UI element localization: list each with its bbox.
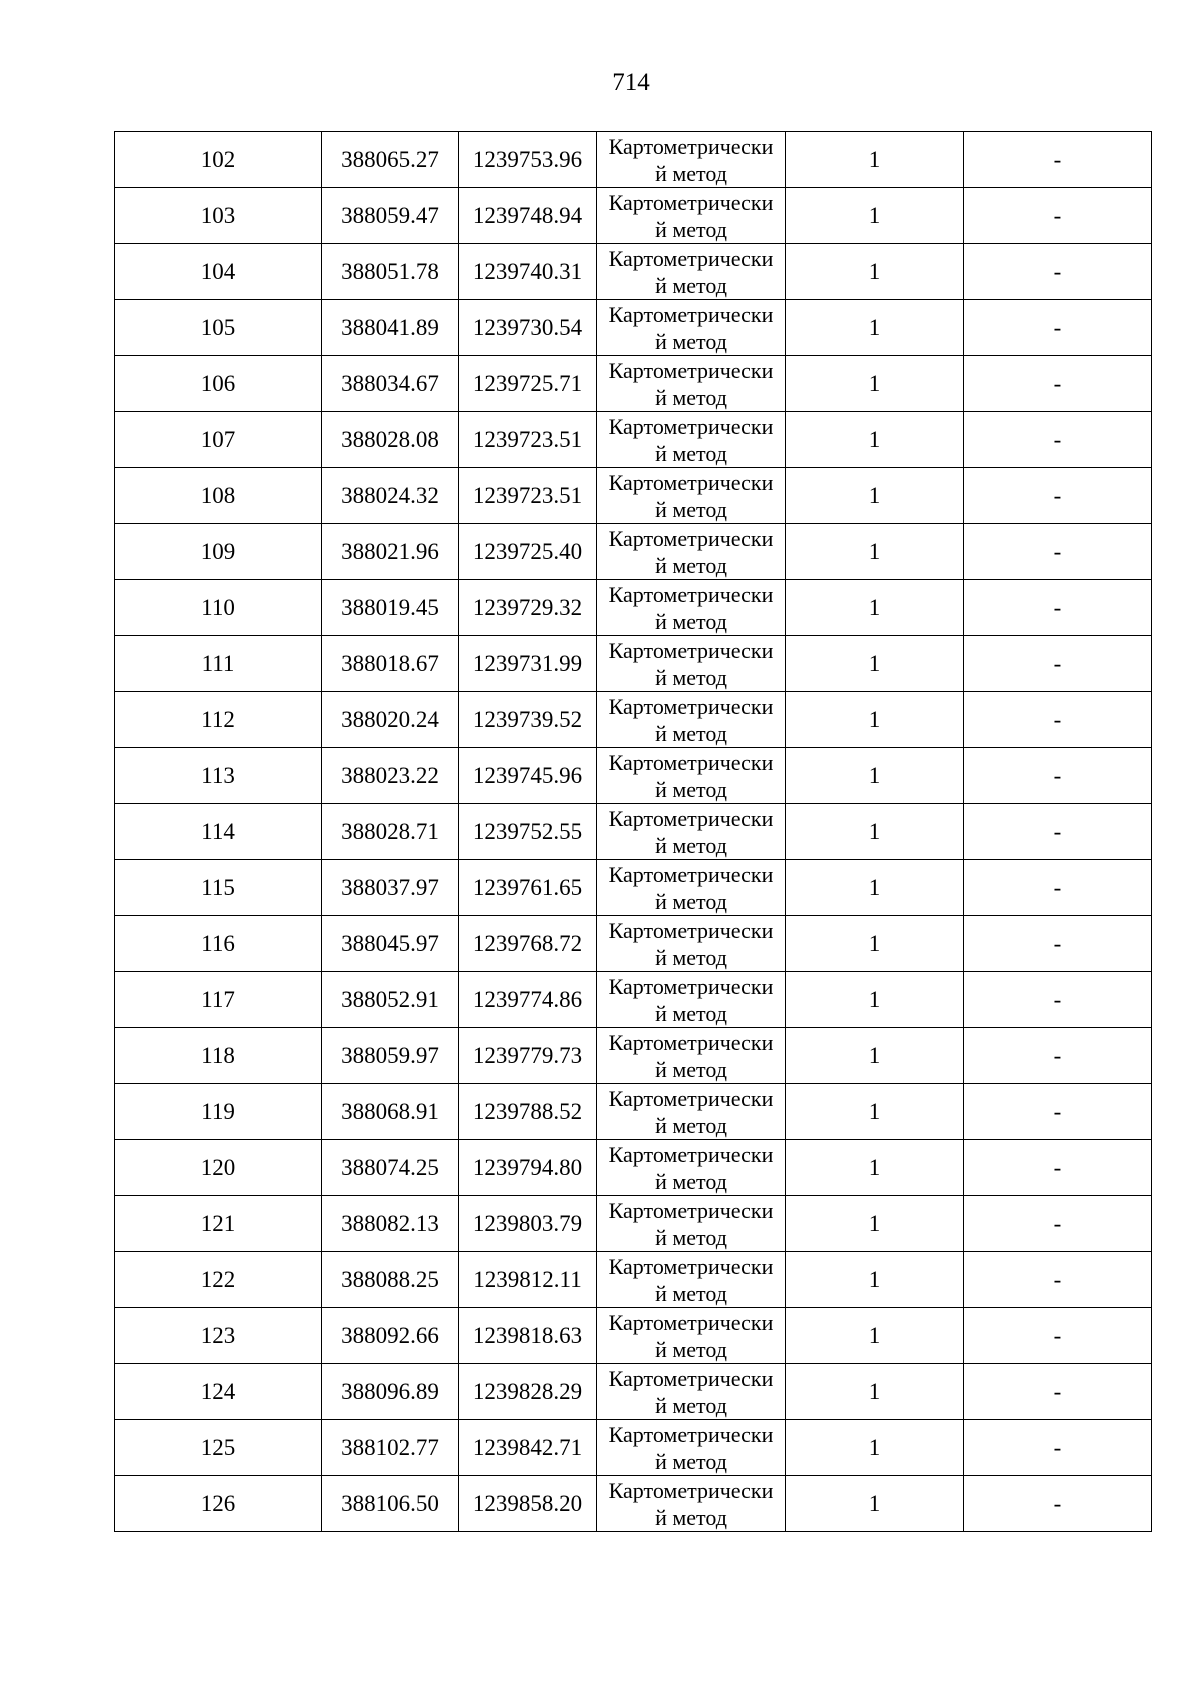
table-row xyxy=(115,1476,1152,1532)
note-cell: - xyxy=(964,916,1152,972)
note-cell: - xyxy=(964,1140,1152,1196)
method-text: Картометрически xyxy=(608,190,774,215)
method-text: Картометрически xyxy=(608,1086,774,1111)
point-number-cell: 114 xyxy=(115,804,322,860)
table-row xyxy=(115,860,1152,916)
x-coordinate-cell: 388102.77 xyxy=(322,1420,459,1476)
table-row xyxy=(115,636,1152,692)
x-coordinate-cell: 388020.24 xyxy=(322,692,459,748)
x-coordinate-cell: 388021.96 xyxy=(322,524,459,580)
method-text: й метод xyxy=(655,161,727,186)
method-cell xyxy=(597,356,786,412)
point-number-cell: 111 xyxy=(115,636,322,692)
table-row xyxy=(115,1196,1152,1252)
method-text: й метод xyxy=(655,217,727,242)
method-text: й метод xyxy=(655,1505,727,1530)
note-cell: - xyxy=(964,1476,1152,1532)
point-number-cell: 103 xyxy=(115,188,322,244)
table-row xyxy=(115,580,1152,636)
x-coordinate-cell: 388041.89 xyxy=(322,300,459,356)
accuracy-cell: 1 xyxy=(786,1252,964,1308)
note-cell: - xyxy=(964,636,1152,692)
table-body xyxy=(115,132,1152,1532)
point-number-cell: 107 xyxy=(115,412,322,468)
method-text: Картометрически xyxy=(608,358,774,383)
page-number: 714 xyxy=(612,69,650,96)
table-row xyxy=(115,748,1152,804)
method-text: Картометрически xyxy=(608,1422,774,1447)
method-text: Картометрически xyxy=(608,1310,774,1335)
x-coordinate-cell: 388092.66 xyxy=(322,1308,459,1364)
method-cell xyxy=(597,132,786,188)
table-row xyxy=(115,804,1152,860)
point-number-cell: 117 xyxy=(115,972,322,1028)
point-number-cell: 102 xyxy=(115,132,322,188)
table-row xyxy=(115,244,1152,300)
method-text: Картометрически xyxy=(608,134,774,159)
accuracy-cell: 1 xyxy=(786,972,964,1028)
note-cell: - xyxy=(964,244,1152,300)
method-text: Картометрически xyxy=(608,470,774,495)
point-number-cell: 106 xyxy=(115,356,322,412)
note-cell: - xyxy=(964,188,1152,244)
y-coordinate-cell: 1239730.54 xyxy=(459,300,597,356)
table-row xyxy=(115,1084,1152,1140)
point-number-cell: 105 xyxy=(115,300,322,356)
y-coordinate-cell: 1239725.71 xyxy=(459,356,597,412)
table-row xyxy=(115,412,1152,468)
y-coordinate-cell: 1239753.96 xyxy=(459,132,597,188)
x-coordinate-cell: 388034.67 xyxy=(322,356,459,412)
note-cell: - xyxy=(964,1028,1152,1084)
point-number-cell: 118 xyxy=(115,1028,322,1084)
accuracy-cell: 1 xyxy=(786,1028,964,1084)
accuracy-cell: 1 xyxy=(786,1420,964,1476)
method-text: й метод xyxy=(655,1281,727,1306)
method-cell xyxy=(597,804,786,860)
method-text: й метод xyxy=(655,385,727,410)
y-coordinate-cell: 1239803.79 xyxy=(459,1196,597,1252)
y-coordinate-cell: 1239740.31 xyxy=(459,244,597,300)
y-coordinate-cell: 1239828.29 xyxy=(459,1364,597,1420)
point-number-cell: 119 xyxy=(115,1084,322,1140)
x-coordinate-cell: 388082.13 xyxy=(322,1196,459,1252)
point-number-cell: 104 xyxy=(115,244,322,300)
point-number-cell: 125 xyxy=(115,1420,322,1476)
method-text: й метод xyxy=(655,1057,727,1082)
point-number-cell: 122 xyxy=(115,1252,322,1308)
x-coordinate-cell: 388074.25 xyxy=(322,1140,459,1196)
accuracy-cell: 1 xyxy=(786,916,964,972)
point-number-cell: 115 xyxy=(115,860,322,916)
method-cell xyxy=(597,412,786,468)
method-text: й метод xyxy=(655,721,727,746)
table-row xyxy=(115,916,1152,972)
method-cell xyxy=(597,300,786,356)
method-cell xyxy=(597,636,786,692)
method-cell xyxy=(597,188,786,244)
x-coordinate-cell: 388051.78 xyxy=(322,244,459,300)
x-coordinate-cell: 388019.45 xyxy=(322,580,459,636)
x-coordinate-cell: 388068.91 xyxy=(322,1084,459,1140)
note-cell: - xyxy=(964,692,1152,748)
point-number-cell: 123 xyxy=(115,1308,322,1364)
method-text: Картометрически xyxy=(608,1142,774,1167)
method-text: й метод xyxy=(655,1225,727,1250)
method-cell xyxy=(597,1028,786,1084)
table-row xyxy=(115,1420,1152,1476)
note-cell: - xyxy=(964,1308,1152,1364)
y-coordinate-cell: 1239768.72 xyxy=(459,916,597,972)
note-cell: - xyxy=(964,972,1152,1028)
accuracy-cell: 1 xyxy=(786,356,964,412)
y-coordinate-cell: 1239761.65 xyxy=(459,860,597,916)
accuracy-cell: 1 xyxy=(786,300,964,356)
table-row xyxy=(115,356,1152,412)
method-text: й метод xyxy=(655,273,727,298)
y-coordinate-cell: 1239774.86 xyxy=(459,972,597,1028)
point-number-cell: 112 xyxy=(115,692,322,748)
note-cell: - xyxy=(964,860,1152,916)
method-cell xyxy=(597,1084,786,1140)
method-text: й метод xyxy=(655,665,727,690)
note-cell: - xyxy=(964,1364,1152,1420)
note-cell: - xyxy=(964,1252,1152,1308)
method-text: й метод xyxy=(655,1169,727,1194)
accuracy-cell: 1 xyxy=(786,1196,964,1252)
method-text: Картометрически xyxy=(608,1478,774,1503)
accuracy-cell: 1 xyxy=(786,860,964,916)
point-number-cell: 124 xyxy=(115,1364,322,1420)
method-text: й метод xyxy=(655,945,727,970)
method-text: й метод xyxy=(655,1113,727,1138)
note-cell: - xyxy=(964,412,1152,468)
x-coordinate-cell: 388028.08 xyxy=(322,412,459,468)
method-cell xyxy=(597,1308,786,1364)
method-cell xyxy=(597,1196,786,1252)
point-number-cell: 126 xyxy=(115,1476,322,1532)
note-cell: - xyxy=(964,748,1152,804)
method-text: й метод xyxy=(655,441,727,466)
y-coordinate-cell: 1239779.73 xyxy=(459,1028,597,1084)
table-row xyxy=(115,1140,1152,1196)
method-cell xyxy=(597,1476,786,1532)
method-text: Картометрически xyxy=(608,1030,774,1055)
method-text: Картометрически xyxy=(608,414,774,439)
method-text: Картометрически xyxy=(608,526,774,551)
accuracy-cell: 1 xyxy=(786,244,964,300)
point-number-cell: 108 xyxy=(115,468,322,524)
method-cell xyxy=(597,1140,786,1196)
method-text: Картометрически xyxy=(608,862,774,887)
y-coordinate-cell: 1239731.99 xyxy=(459,636,597,692)
x-coordinate-cell: 388088.25 xyxy=(322,1252,459,1308)
point-number-cell: 120 xyxy=(115,1140,322,1196)
accuracy-cell: 1 xyxy=(786,132,964,188)
method-text: Картометрически xyxy=(608,750,774,775)
accuracy-cell: 1 xyxy=(786,412,964,468)
accuracy-cell: 1 xyxy=(786,1308,964,1364)
y-coordinate-cell: 1239739.52 xyxy=(459,692,597,748)
x-coordinate-cell: 388045.97 xyxy=(322,916,459,972)
note-cell: - xyxy=(964,132,1152,188)
method-cell xyxy=(597,860,786,916)
table-row xyxy=(115,468,1152,524)
note-cell: - xyxy=(964,300,1152,356)
method-cell xyxy=(597,916,786,972)
method-text: Картометрически xyxy=(608,694,774,719)
point-number-cell: 110 xyxy=(115,580,322,636)
accuracy-cell: 1 xyxy=(786,692,964,748)
y-coordinate-cell: 1239794.80 xyxy=(459,1140,597,1196)
accuracy-cell: 1 xyxy=(786,580,964,636)
method-cell xyxy=(597,244,786,300)
method-text: й метод xyxy=(655,1337,727,1362)
method-text: Картометрически xyxy=(608,974,774,999)
table-row xyxy=(115,1364,1152,1420)
y-coordinate-cell: 1239745.96 xyxy=(459,748,597,804)
note-cell: - xyxy=(964,1084,1152,1140)
accuracy-cell: 1 xyxy=(786,1476,964,1532)
x-coordinate-cell: 388037.97 xyxy=(322,860,459,916)
method-text: й метод xyxy=(655,553,727,578)
method-cell xyxy=(597,580,786,636)
method-text: Картометрически xyxy=(608,302,774,327)
y-coordinate-cell: 1239725.40 xyxy=(459,524,597,580)
table-row xyxy=(115,132,1152,188)
x-coordinate-cell: 388059.97 xyxy=(322,1028,459,1084)
y-coordinate-cell: 1239842.71 xyxy=(459,1420,597,1476)
note-cell: - xyxy=(964,356,1152,412)
note-cell: - xyxy=(964,524,1152,580)
table-row xyxy=(115,1252,1152,1308)
method-text: й метод xyxy=(655,1449,727,1474)
method-text: Картометрически xyxy=(608,1198,774,1223)
method-text: Картометрически xyxy=(608,918,774,943)
method-text: й метод xyxy=(655,329,727,354)
method-text: й метод xyxy=(655,609,727,634)
accuracy-cell: 1 xyxy=(786,636,964,692)
note-cell: - xyxy=(964,468,1152,524)
x-coordinate-cell: 388018.67 xyxy=(322,636,459,692)
x-coordinate-cell: 388024.32 xyxy=(322,468,459,524)
accuracy-cell: 1 xyxy=(786,524,964,580)
note-cell: - xyxy=(964,804,1152,860)
y-coordinate-cell: 1239723.51 xyxy=(459,468,597,524)
accuracy-cell: 1 xyxy=(786,1140,964,1196)
accuracy-cell: 1 xyxy=(786,468,964,524)
table-row xyxy=(115,972,1152,1028)
method-cell xyxy=(597,1420,786,1476)
point-number-cell: 109 xyxy=(115,524,322,580)
method-text: й метод xyxy=(655,777,727,802)
method-cell xyxy=(597,972,786,1028)
accuracy-cell: 1 xyxy=(786,804,964,860)
method-text: й метод xyxy=(655,497,727,522)
table-row xyxy=(115,524,1152,580)
table-row xyxy=(115,1308,1152,1364)
x-coordinate-cell: 388052.91 xyxy=(322,972,459,1028)
y-coordinate-cell: 1239752.55 xyxy=(459,804,597,860)
y-coordinate-cell: 1239788.52 xyxy=(459,1084,597,1140)
method-cell xyxy=(597,748,786,804)
accuracy-cell: 1 xyxy=(786,748,964,804)
table-row xyxy=(115,188,1152,244)
accuracy-cell: 1 xyxy=(786,1084,964,1140)
method-text: й метод xyxy=(655,1393,727,1418)
method-cell xyxy=(597,1364,786,1420)
method-text: й метод xyxy=(655,833,727,858)
x-coordinate-cell: 388106.50 xyxy=(322,1476,459,1532)
table-row xyxy=(115,1028,1152,1084)
x-coordinate-cell: 388096.89 xyxy=(322,1364,459,1420)
y-coordinate-cell: 1239729.32 xyxy=(459,580,597,636)
table-row xyxy=(115,692,1152,748)
y-coordinate-cell: 1239748.94 xyxy=(459,188,597,244)
method-text: Картометрически xyxy=(608,246,774,271)
x-coordinate-cell: 388059.47 xyxy=(322,188,459,244)
method-cell xyxy=(597,524,786,580)
note-cell: - xyxy=(964,1196,1152,1252)
method-text: Картометрически xyxy=(608,1254,774,1279)
method-cell xyxy=(597,1252,786,1308)
method-text: Картометрически xyxy=(608,638,774,663)
y-coordinate-cell: 1239818.63 xyxy=(459,1308,597,1364)
accuracy-cell: 1 xyxy=(786,188,964,244)
method-text: й метод xyxy=(655,889,727,914)
method-cell xyxy=(597,468,786,524)
note-cell: - xyxy=(964,580,1152,636)
accuracy-cell: 1 xyxy=(786,1364,964,1420)
method-cell xyxy=(597,692,786,748)
point-number-cell: 121 xyxy=(115,1196,322,1252)
method-text: Картометрически xyxy=(608,806,774,831)
point-number-cell: 116 xyxy=(115,916,322,972)
table-row xyxy=(115,300,1152,356)
method-text: й метод xyxy=(655,1001,727,1026)
x-coordinate-cell: 388028.71 xyxy=(322,804,459,860)
y-coordinate-cell: 1239723.51 xyxy=(459,412,597,468)
coordinates-table xyxy=(114,131,1152,1532)
y-coordinate-cell: 1239858.20 xyxy=(459,1476,597,1532)
method-text: Картометрически xyxy=(608,1366,774,1391)
method-text: Картометрически xyxy=(608,582,774,607)
x-coordinate-cell: 388023.22 xyxy=(322,748,459,804)
point-number-cell: 113 xyxy=(115,748,322,804)
note-cell: - xyxy=(964,1420,1152,1476)
y-coordinate-cell: 1239812.11 xyxy=(459,1252,597,1308)
x-coordinate-cell: 388065.27 xyxy=(322,132,459,188)
